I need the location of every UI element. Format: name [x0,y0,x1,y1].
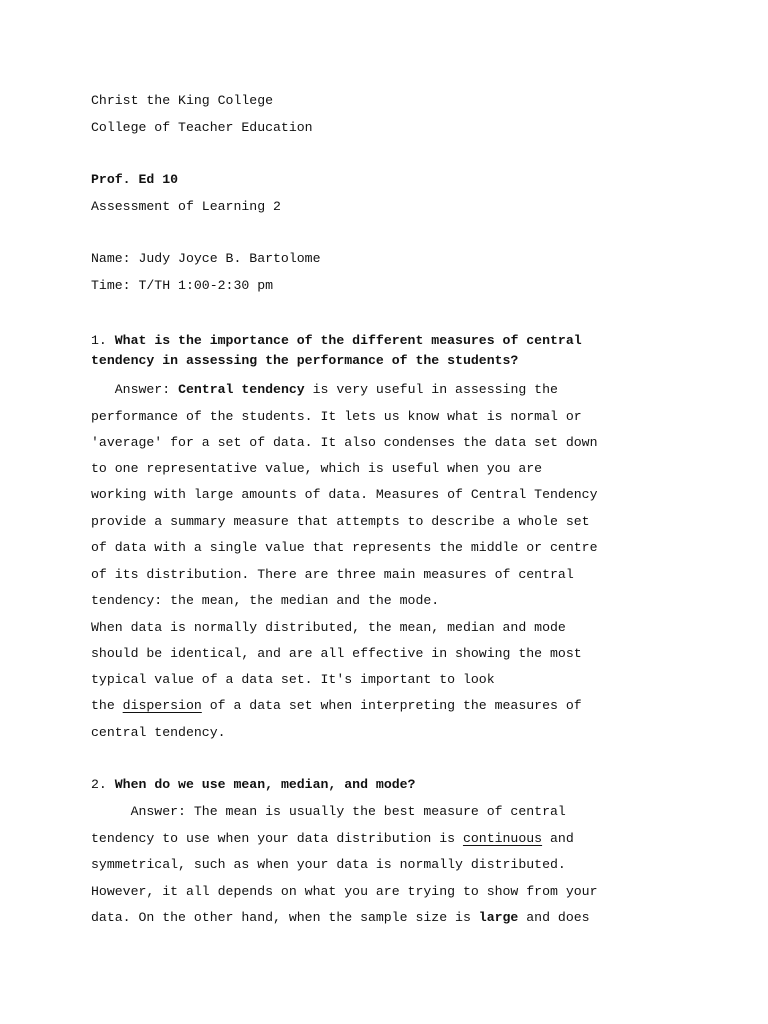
department-name: College of Teacher Education [91,120,313,135]
term-large: large [478,910,519,925]
class-time: Time: T/TH 1:00-2:30 pm [91,278,274,293]
answer-2-line: Answer: The mean is usually the best measure of central [91,804,566,819]
question-1-number: 1. [91,333,107,348]
course-title: Assessment of Learning 2 [91,199,281,214]
question-1-text: What is the importance of the different measures of central [114,333,582,348]
answer-1-line: of its distribution. There are three main measures of central [91,567,574,582]
answer-1-line: tendency: the mean, the median and the mode. [91,593,440,608]
answer-1-line: 'average' for a set of data. It also condenses the data set down [91,435,598,450]
answer-2-line: data. On the other hand, when the sample size is large and does [91,910,590,925]
answer-1-line: working with large amounts of data. Measures of Central Tendency [91,487,598,502]
answer-2-line: tendency to use when your data distribution is continuous and [91,831,574,846]
answer-1-line: provide a summary measure that attempts to describe a whole set [91,514,590,529]
answer-1-line: the dispersion of a data set when interpreting the measures of [91,698,582,713]
dispersion-link[interactable]: dispersion [122,698,202,713]
course-code: Prof. Ed 10 [91,172,179,187]
answer-1-line: When data is normally distributed, the mean, median and mode [91,620,566,635]
college-name: Christ the King College [91,93,274,108]
question-2-number: 2. [91,777,107,792]
answer-1-line: typical value of a data set. It's important to look [91,672,495,687]
student-name: Name: Judy Joyce B. Bartolome [91,251,321,266]
answer-1-line: performance of the students. It lets us know what is normal or [91,409,582,424]
answer-2-line: symmetrical, such as when your data is normally distributed. [91,857,566,872]
question-2-line [91,777,415,793]
continuous-link[interactable]: continuous [462,831,543,846]
answer-1-line: central tendency. [91,725,226,740]
term-central-tendency: Central tendency [178,382,305,397]
answer-1-line: should be identical, and are all effective in showing the most [91,646,582,661]
answer-2-line: However, it all depends on what you are trying to show from your [91,884,598,899]
answer-1-line: of data with a single value that represents the middle or centre [91,540,598,555]
answer-1-line: Answer: Central tendency is very useful in assessing the [91,382,558,397]
question-1-line-1 [91,333,582,349]
question-1-line-2: tendency in assessing the performance of the students? [91,353,519,368]
answer-1-line: to one representative value, which is useful when you are [91,461,543,476]
question-2-text: When do we use mean, median, and mode? [114,777,416,792]
